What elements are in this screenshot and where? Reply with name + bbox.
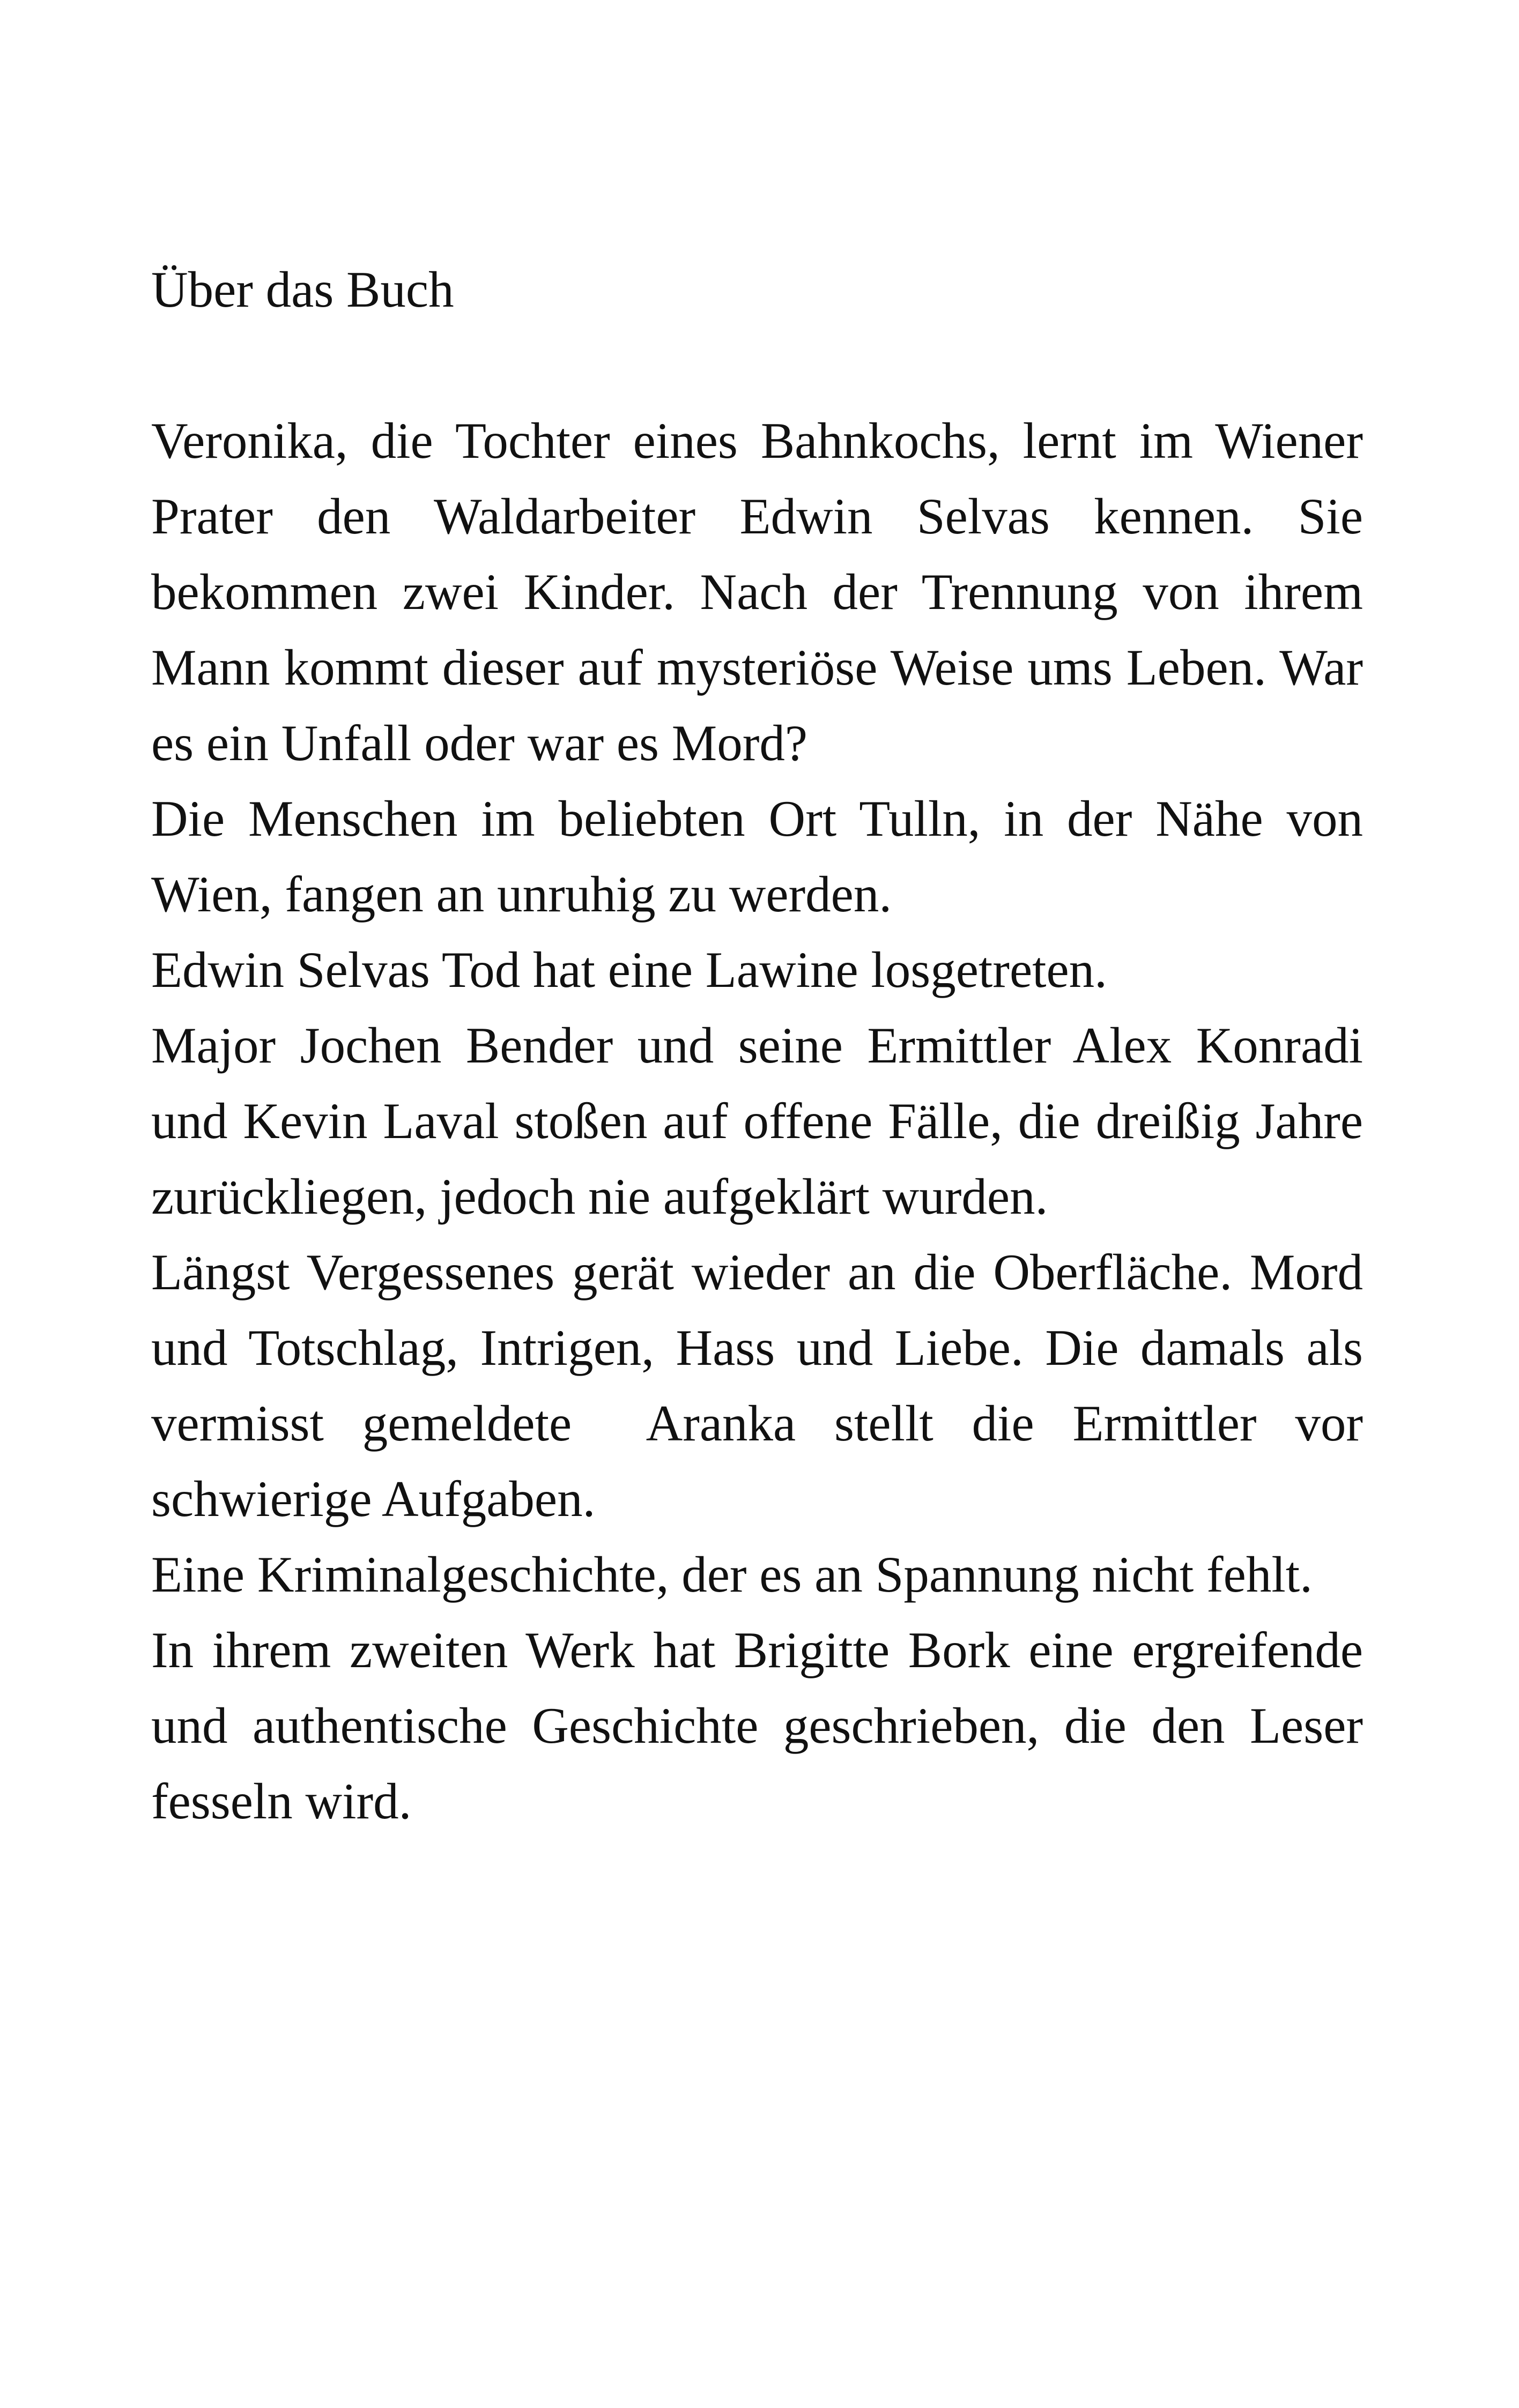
paragraph-tulln: Die Menschen im beliebten Ort Tulln, in der Nähe von Wien, fangen an unruhig zu werden. <box>151 790 1363 923</box>
paragraph-ermittler: Major Jochen Bender und seine Ermittler Alex Konradi und Kevin Laval stoßen auf offene Fälle, die dreißig Jahre zurückliegen, jedoch nie aufgeklärt wurden. <box>151 1017 1363 1225</box>
paragraph-spannung: Eine Kriminalgeschichte, der es an Spannung nicht fehlt. <box>151 1546 1313 1603</box>
paragraph-vergessenes: Längst Vergessenes gerät wieder an die Oberfläche. Mord und Totschlag, Intrigen, Hass und Liebe. Die damals als vermisst gemeldete Aranka stellt die Ermittler vor schwierige Aufgaben. <box>151 1244 1376 1527</box>
paragraph-autorin: In ihrem zweiten Werk hat Brigitte Bork eine ergreifende und authentische Geschichte geschrieben, die den Leser fesseln wird. <box>151 1622 1363 1830</box>
paragraph-synopsis: Veronika, die Tochter eines Bahnkochs, lernt im Wiener Prater den Waldarbeiter Edwin Selvas kennen. Sie bekommen zwei Kinder. Nach der Trennung von ihrem Mann kommt dieser auf mysteriöse Weise ums Leben. War es ein Unfall oder war es Mord? <box>151 412 1363 771</box>
section-heading: Über das Buch <box>151 261 454 318</box>
paragraph-lawine: Edwin Selvas Tod hat eine Lawine losgetreten. <box>151 941 1107 998</box>
page-content <box>151 252 1376 1839</box>
blank-line <box>151 328 1363 403</box>
